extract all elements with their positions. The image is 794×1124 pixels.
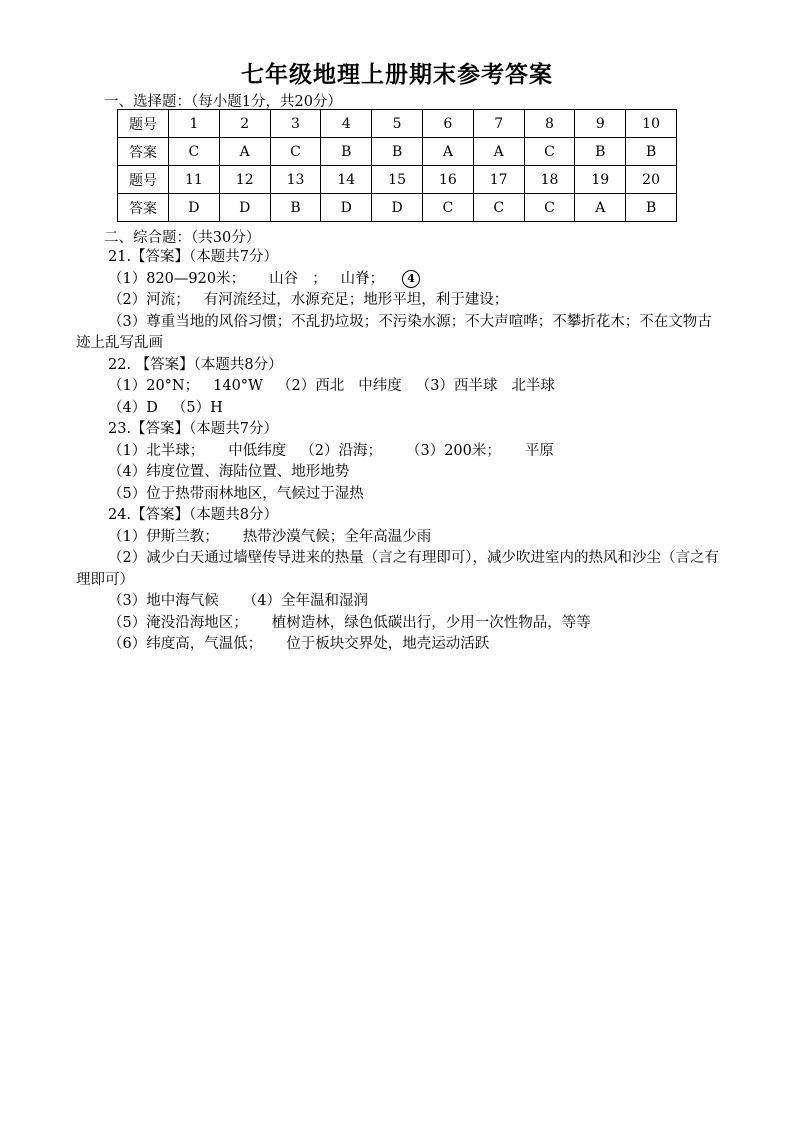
- row-label: 题号: [118, 166, 169, 194]
- table-cell: D: [321, 194, 372, 222]
- table-cell: 16: [422, 166, 473, 194]
- table-cell: C: [422, 194, 473, 222]
- q21-answer-3: （3）尊重当地的风俗习惯；不乱扔垃圾；不污染水源；不大声喧哗；不攀折花木；不在文物古迹上乱写乱画: [76, 313, 712, 351]
- q24-answer-3: （3）地中海气候 （4）全年温和湿润: [108, 593, 368, 609]
- table-cell: 15: [372, 166, 423, 194]
- q24-answer-1: （1）伊斯兰教； 热带沙漠气候；全年高温少雨: [108, 528, 432, 545]
- table-cell: 7: [473, 110, 524, 138]
- q21-heading: 21.【答案】（本题共7分）: [108, 249, 279, 265]
- table-cell: 1: [169, 110, 220, 138]
- table-cell: C: [524, 138, 575, 166]
- table-cell: 17: [473, 166, 524, 194]
- table-cell: 10: [626, 110, 677, 138]
- row-label: 答案: [118, 194, 169, 222]
- table-cell: B: [626, 194, 677, 222]
- table-cell: 18: [524, 166, 575, 194]
- table-cell: 19: [575, 166, 626, 194]
- row-label: 答案: [118, 138, 169, 166]
- q22-answer-1: （1）20°N； 140°W （2）西北 中纬度 （3）西半球 北半球: [108, 378, 555, 394]
- q23-answer-1: （1）北半球； 中低纬度 （2）沿海； （3）200米； 平原: [108, 442, 554, 459]
- table-cell: 3: [270, 110, 321, 138]
- q22-answer-2: （4）D （5）H: [108, 399, 223, 416]
- table-cell: C: [473, 194, 524, 222]
- table-cell: 4: [321, 110, 372, 138]
- section2-heading: 二、综合题：（共30分）: [104, 230, 261, 246]
- table-row: [118, 110, 677, 138]
- table-cell: 20: [626, 166, 677, 194]
- page-title: 七年级地理上册期末参考答案: [241, 61, 553, 88]
- table-row: [118, 194, 677, 222]
- table-cell: 12: [219, 166, 270, 194]
- table-cell: B: [575, 138, 626, 166]
- table-cell: 11: [169, 166, 220, 194]
- q23-heading: 23.【答案】（本题共7分）: [108, 421, 279, 437]
- table-cell: A: [219, 138, 270, 166]
- q24-answer-2: （2）减少白天通过墙壁传导进来的热量（言之有理即可），减少吹进室内的热风和沙尘（言之有理即可）: [76, 550, 719, 588]
- table-cell: B: [270, 194, 321, 222]
- table-cell: 6: [422, 110, 473, 138]
- table-cell: A: [473, 138, 524, 166]
- table-cell: D: [219, 194, 270, 222]
- q24-answer-5: （5）淹没沿海地区； 植树造林，绿色低碳出行，少用一次性物品，等等: [108, 614, 591, 631]
- answer-table: [117, 109, 677, 222]
- table-cell: 14: [321, 166, 372, 194]
- table-cell: C: [524, 194, 575, 222]
- section1-heading: 一、选择题：（每小题1分，共20分）: [104, 94, 342, 110]
- answer-body: [76, 247, 726, 656]
- q24-heading: 24.【答案】（本题共8分）: [108, 507, 279, 523]
- q21-answer-1: （1）820—920米； 山谷 ； 山脊； 4: [76, 269, 726, 291]
- table-cell: C: [270, 138, 321, 166]
- table-cell: D: [372, 194, 423, 222]
- table-cell: D: [169, 194, 220, 222]
- table-cell: B: [626, 138, 677, 166]
- table-row: [118, 166, 677, 194]
- table-row: [118, 138, 677, 166]
- q23-answer-3: （5）位于热带雨林地区，气候过于湿热: [108, 485, 364, 502]
- table-cell: 8: [524, 110, 575, 138]
- table-cell: 13: [270, 166, 321, 194]
- table-cell: B: [321, 138, 372, 166]
- q24-answer-6: （6）纬度高，气温低； 位于板块交界处，地壳运动活跃: [108, 636, 490, 652]
- table-cell: 2: [219, 110, 270, 138]
- table-cell: C: [169, 138, 220, 166]
- circled-number: 4: [402, 270, 420, 288]
- q21-answer-2: （2）河流； 有河流经过，水源充足；地形平坦，利于建设；: [108, 292, 509, 308]
- table-cell: 5: [372, 110, 423, 138]
- table-cell: A: [422, 138, 473, 166]
- table-cell: A: [575, 194, 626, 222]
- table-cell: B: [372, 138, 423, 166]
- q23-answer-2: （4）纬度位置、海陆位置、地形地势: [108, 464, 350, 480]
- table-cell: 9: [575, 110, 626, 138]
- q22-heading: 22. 【答案】（本题共8分）: [108, 356, 283, 373]
- row-label: 题号: [118, 110, 169, 138]
